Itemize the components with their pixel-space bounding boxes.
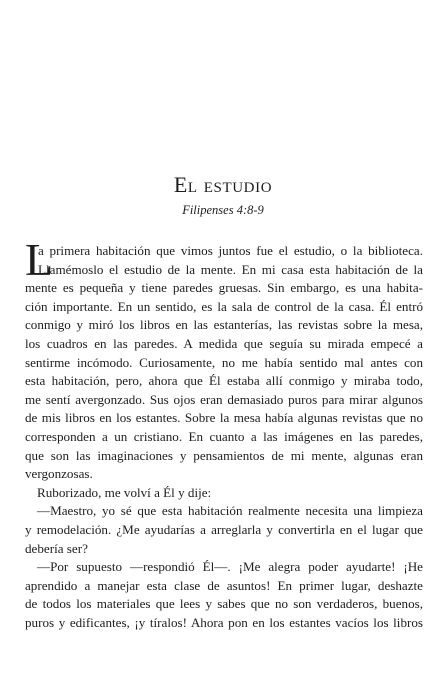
text-line: —Maestro, yo sé que esta habitación realmente necesita una limpieza <box>37 503 423 519</box>
text-line: sentirme incómodo. Curiosamente, no me había sentido mal antes con <box>25 354 423 370</box>
body-text <box>25 234 423 632</box>
text-line: Ruborizado, me volví a Él y dije: <box>37 484 212 500</box>
text-line: de mis libros en los estantes. Sobre la mesa había algunas revistas que no <box>25 410 423 426</box>
text-line: a primera habitación que vimos juntos fue el estudio, o la biblioteca. <box>38 243 423 258</box>
text-line: aprendido a manejar esta clase de asuntos! En primer lugar, deshazte <box>25 577 423 593</box>
text-line: los cuadros en las paredes. A medida que seguía su mirada empecé a <box>25 335 423 351</box>
text-line: mente es pequeña y tiene paredes gruesas. Sin embargo, es una habita- <box>25 280 423 296</box>
scripture-reference: Filipenses 4:8-9 <box>182 203 264 217</box>
text-line: Llamémoslo el estudio de la mente. En mi casa esta habitación de la <box>38 261 423 277</box>
text-line: —Por supuesto —respondió Él—. ¡Me alegra poder ayudarte! ¡He <box>37 559 423 575</box>
text-line: me sentí avergonzado. Sus ojos eran demasiado puros para mirar algunos <box>25 391 423 407</box>
text-line: corresponden a un cristiano. En cuanto a las imágenes en las paredes, <box>25 428 423 444</box>
text-line: vergonzosas. <box>25 466 93 482</box>
text-line: puros y edificantes, ¡y tíralos! Ahora pon en los estantes vacíos los libros <box>25 614 423 630</box>
text-line: conmigo y miró los libros en las estanterías, las revistas sobre la mesa, <box>25 317 423 333</box>
text-line: de todos los materiales que lees y sabes que no son verdaderos, buenos, <box>25 596 423 612</box>
text-line: esta habitación, pero, ahora que Él estaba allí conmigo y miraba todo, <box>25 373 423 389</box>
text-line: debería ser? <box>25 540 88 556</box>
text-line: y remodelación. ¿Me ayudarías a arreglarla y convertirla en el lugar que <box>25 521 423 537</box>
text-line: ción importante. En un sentido, es la sala de control de la casa. Él entró <box>25 298 423 314</box>
text-line: que son las imaginaciones y pensamientos de mi mente, algunas eran <box>25 447 423 463</box>
chapter-title: El estudio <box>173 172 273 197</box>
drop-cap: L <box>25 234 54 285</box>
